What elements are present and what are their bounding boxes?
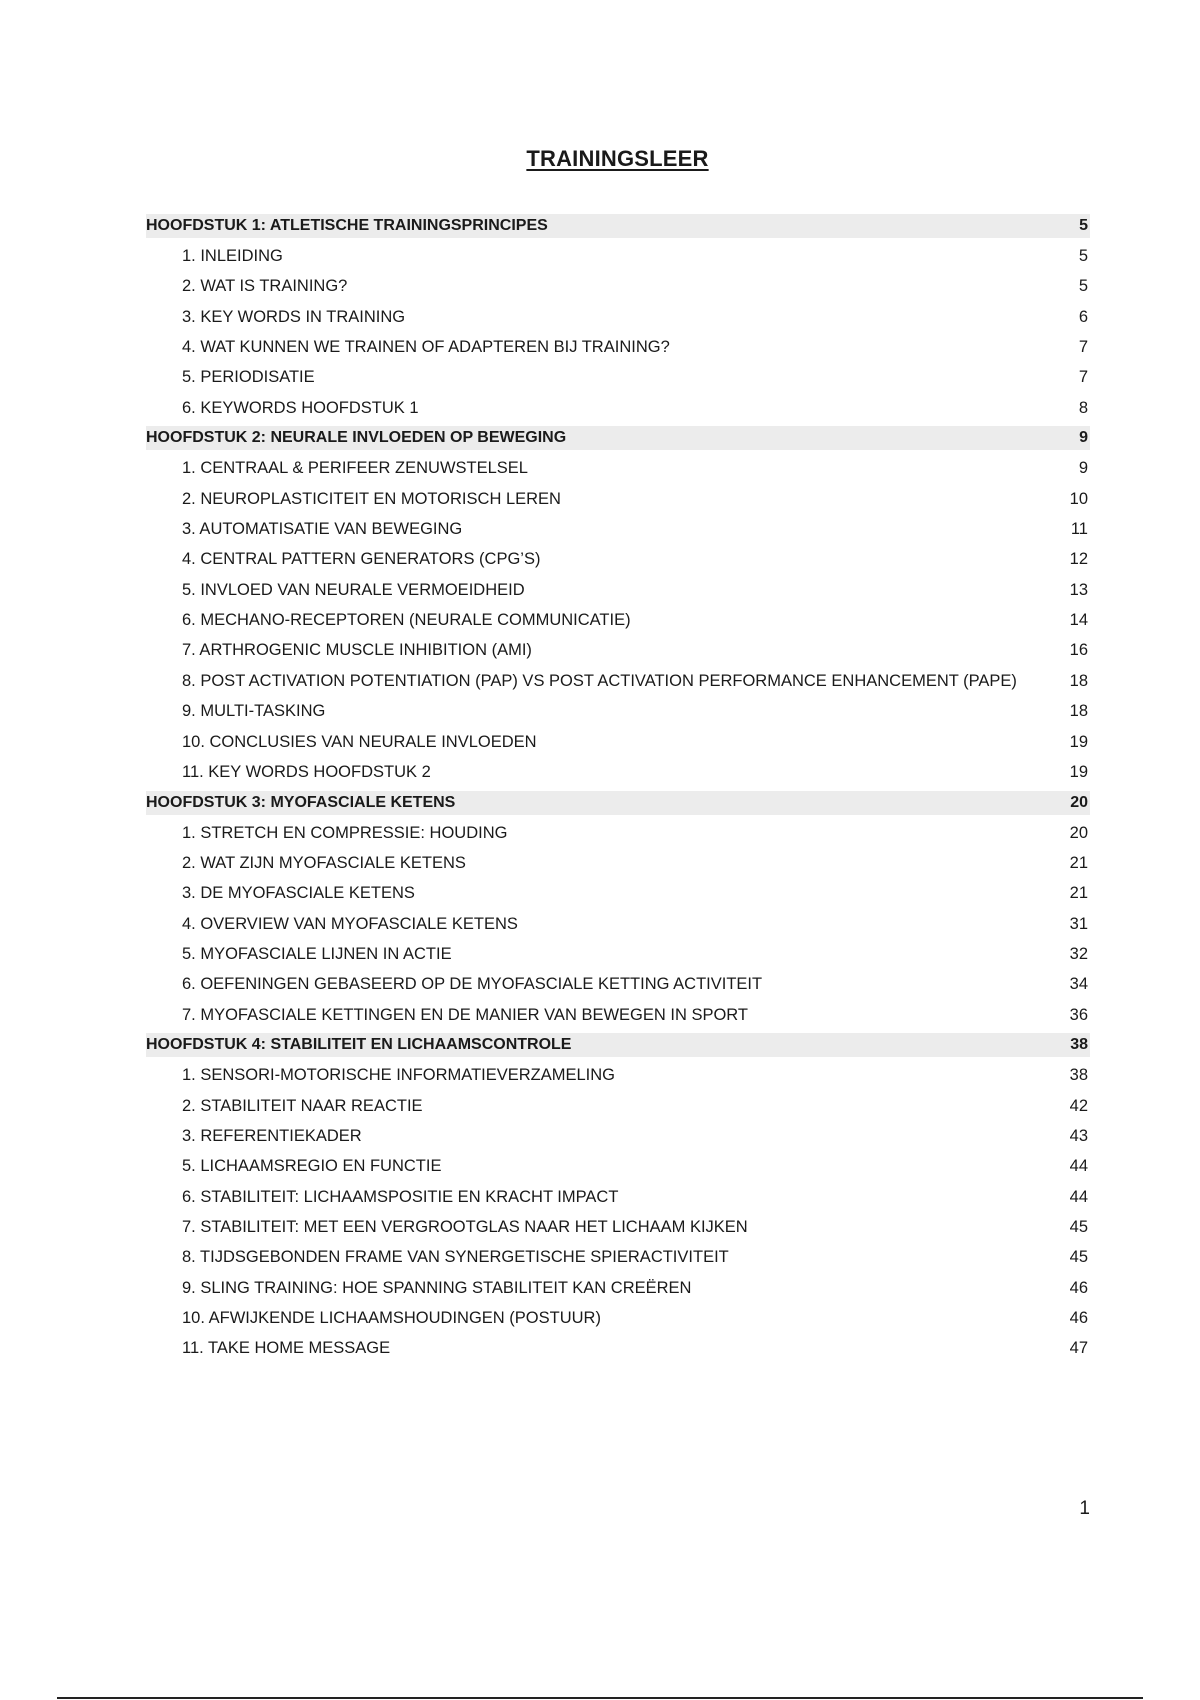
toc-entry-label: 7. STABILITEIT: MET EEN VERGROOTGLAS NAAR HET LICHAAM KIJKEN	[182, 1218, 748, 1237]
footer-divider	[57, 1697, 1143, 1699]
toc-entry-label: 2. STABILITEIT NAAR REACTIE	[182, 1096, 423, 1115]
toc-entry-label: 2. WAT IS TRAINING?	[182, 277, 348, 296]
toc-entry-label: 6. KEYWORDS HOOFDSTUK 1	[182, 398, 419, 417]
toc-entry-label: 11. KEY WORDS HOOFDSTUK 2	[182, 762, 431, 781]
toc-entry-page: 46	[1069, 1309, 1088, 1328]
toc-entry-label: 9. SLING TRAINING: HOE SPANNING STABILITEIT KAN CREËREN	[182, 1278, 692, 1297]
toc-entry-page: 44	[1069, 1157, 1088, 1176]
toc-entry-page: 47	[1069, 1339, 1088, 1358]
toc-entry-label: 1. SENSORI-MOTORISCHE INFORMATIEVERZAMELING	[182, 1066, 616, 1085]
toc-section-entry[interactable]	[146, 272, 1090, 302]
toc-entry-label: 3. AUTOMATISATIE VAN BEWEGING	[182, 520, 463, 539]
toc-section-entry[interactable]	[146, 1273, 1090, 1303]
toc-section-entry[interactable]	[146, 727, 1090, 757]
toc-entry-label: 3. REFERENTIEKADER	[182, 1126, 362, 1145]
toc-section-entry[interactable]	[146, 939, 1090, 969]
toc-entry-page: 19	[1069, 732, 1088, 751]
toc-entry-page: 31	[1069, 914, 1088, 933]
toc-entry-label: 1. INLEIDING	[182, 247, 283, 266]
toc-entry-page: 10	[1069, 489, 1088, 508]
toc-entry-page: 7	[1078, 368, 1088, 387]
toc-entry-page: 16	[1069, 641, 1088, 660]
toc-entry-page: 42	[1069, 1096, 1088, 1115]
toc-section-entry[interactable]	[146, 848, 1090, 878]
toc-entry-label: 8. TIJDSGEBONDEN FRAME VAN SYNERGETISCHE SPIERACTIVITEIT	[182, 1248, 729, 1267]
document-title: TRAININGSLEER	[526, 146, 709, 171]
toc-entry-page: 18	[1069, 671, 1088, 690]
toc-section-entry[interactable]	[146, 332, 1090, 362]
toc-entry-label: 10. CONCLUSIES VAN NEURALE INVLOEDEN	[182, 732, 537, 751]
toc-entry-label: 8. POST ACTIVATION POTENTIATION (PAP) VS POST ACTIVATION PERFORMANCE ENHANCEMENT (PAPE)	[182, 671, 1017, 690]
toc-section-entry[interactable]	[146, 1121, 1090, 1151]
toc-entry-page: 11	[1070, 520, 1088, 539]
toc-section-entry[interactable]	[146, 454, 1090, 484]
toc-entry-label: 4. CENTRAL PATTERN GENERATORS (CPG’S)	[182, 550, 541, 569]
toc-section-entry[interactable]	[146, 1000, 1090, 1030]
toc-section-entry[interactable]	[146, 484, 1090, 514]
toc-section-entry[interactable]	[146, 757, 1090, 787]
toc-entry-page: 9	[1078, 459, 1088, 478]
toc-entry-page: 43	[1069, 1126, 1088, 1145]
toc-section-entry[interactable]	[146, 970, 1090, 1000]
toc-entry-label: 4. WAT KUNNEN WE TRAINEN OF ADAPTEREN BIJ TRAINING?	[182, 338, 670, 357]
toc-entry-label: HOOFDSTUK 2: NEURALE INVLOEDEN OP BEWEGING	[146, 429, 567, 447]
toc-entry-page: 21	[1069, 884, 1088, 903]
toc-entry-page: 36	[1069, 1005, 1088, 1024]
toc-entry-page: 12	[1069, 550, 1088, 569]
toc-section-entry[interactable]	[146, 666, 1090, 696]
toc-section-entry[interactable]	[146, 1303, 1090, 1333]
toc-chapter-entry[interactable]	[146, 1033, 1090, 1057]
toc-section-entry[interactable]	[146, 1182, 1090, 1212]
toc-chapter-entry[interactable]	[146, 214, 1090, 238]
toc-entry-label: 5. LICHAAMSREGIO EN FUNCTIE	[182, 1157, 442, 1176]
toc-entry-label: 11. TAKE HOME MESSAGE	[182, 1339, 391, 1358]
toc-section-entry[interactable]	[146, 605, 1090, 635]
toc-entry-page: 21	[1069, 853, 1088, 872]
toc-section-entry[interactable]	[146, 697, 1090, 727]
table-of-contents	[146, 214, 1090, 1364]
toc-section-entry[interactable]	[146, 363, 1090, 393]
toc-section-entry[interactable]	[146, 393, 1090, 423]
toc-section-entry[interactable]	[146, 302, 1090, 332]
toc-entry-page: 38	[1070, 1036, 1088, 1054]
toc-entry-page: 20	[1070, 793, 1088, 811]
toc-entry-page: 5	[1078, 247, 1088, 266]
toc-chapter-entry[interactable]	[146, 426, 1090, 450]
toc-entry-label: 6. STABILITEIT: LICHAAMSPOSITIE EN KRACHT IMPACT	[182, 1187, 619, 1206]
toc-entry-page: 9	[1079, 429, 1088, 447]
toc-section-entry[interactable]	[146, 818, 1090, 848]
toc-chapter-entry[interactable]	[146, 791, 1090, 815]
toc-section-entry[interactable]	[146, 575, 1090, 605]
toc-entry-page: 6	[1078, 307, 1088, 326]
toc-entry-label: 2. NEUROPLASTICITEIT EN MOTORISCH LEREN	[182, 489, 561, 508]
toc-entry-label: 6. OEFENINGEN GEBASEERD OP DE MYOFASCIALE KETTING ACTIVITEIT	[182, 975, 763, 994]
toc-entry-label: 7. ARTHROGENIC MUSCLE INHIBITION (AMI)	[182, 641, 532, 660]
toc-entry-label: 5. PERIODISATIE	[182, 368, 315, 387]
toc-entry-page: 19	[1069, 762, 1088, 781]
toc-entry-label: HOOFDSTUK 1: ATLETISCHE TRAININGSPRINCIPES	[146, 217, 548, 234]
toc-section-entry[interactable]	[146, 1334, 1090, 1364]
toc-entry-label: HOOFDSTUK 3: MYOFASCIALE KETENS	[146, 793, 456, 811]
toc-entry-label: 1. STRETCH EN COMPRESSIE: HOUDING	[182, 823, 508, 842]
toc-entry-page: 18	[1069, 702, 1088, 721]
toc-entry-page: 46	[1069, 1278, 1088, 1297]
toc-entry-page: 38	[1069, 1066, 1088, 1085]
toc-entry-label: 6. MECHANO-RECEPTOREN (NEURALE COMMUNICATIE)	[182, 611, 631, 630]
toc-entry-label: 2. WAT ZIJN MYOFASCIALE KETENS	[182, 853, 466, 872]
page-number: 1	[1079, 1498, 1090, 1519]
toc-entry-page: 14	[1069, 611, 1088, 630]
toc-entry-page: 5	[1078, 277, 1088, 296]
toc-section-entry[interactable]	[146, 1061, 1090, 1091]
toc-entry-page: 32	[1069, 944, 1088, 963]
toc-entry-page: 5	[1079, 217, 1088, 234]
toc-section-entry[interactable]	[146, 1152, 1090, 1182]
toc-entry-label: 1. CENTRAAL & PERIFEER ZENUWSTELSEL	[182, 459, 528, 478]
toc-entry-page: 45	[1069, 1248, 1088, 1267]
toc-entry-page: 44	[1069, 1187, 1088, 1206]
toc-section-entry[interactable]	[146, 1212, 1090, 1242]
toc-section-entry[interactable]	[146, 241, 1090, 271]
toc-entry-page: 8	[1078, 398, 1088, 417]
toc-entry-page: 13	[1069, 580, 1088, 599]
toc-entry-page: 34	[1069, 975, 1088, 994]
toc-entry-label: 7. MYOFASCIALE KETTINGEN EN DE MANIER VAN BEWEGEN IN SPORT	[182, 1005, 748, 1024]
toc-entry-label: HOOFDSTUK 4: STABILITEIT EN LICHAAMSCONTROLE	[146, 1036, 572, 1054]
toc-entry-page: 7	[1078, 338, 1088, 357]
toc-entry-page: 20	[1069, 823, 1088, 842]
toc-entry-label: 5. INVLOED VAN NEURALE VERMOEIDHEID	[182, 580, 525, 599]
toc-entry-label: 10. AFWIJKENDE LICHAAMSHOUDINGEN (POSTUUR)	[182, 1309, 601, 1328]
toc-section-entry[interactable]	[146, 514, 1090, 544]
toc-entry-page: 45	[1069, 1218, 1088, 1237]
toc-entry-label: 4. OVERVIEW VAN MYOFASCIALE KETENS	[182, 914, 518, 933]
toc-section-entry[interactable]	[146, 636, 1090, 666]
toc-entry-label: 5. MYOFASCIALE LIJNEN IN ACTIE	[182, 944, 452, 963]
toc-section-entry[interactable]	[146, 1243, 1090, 1273]
toc-entry-label: 3. KEY WORDS IN TRAINING	[182, 307, 406, 326]
toc-section-entry[interactable]	[146, 909, 1090, 939]
toc-section-entry[interactable]	[146, 1091, 1090, 1121]
toc-section-entry[interactable]	[146, 879, 1090, 909]
toc-section-entry[interactable]	[146, 545, 1090, 575]
toc-entry-label: 9. MULTI-TASKING	[182, 702, 326, 721]
toc-entry-label: 3. DE MYOFASCIALE KETENS	[182, 884, 415, 903]
